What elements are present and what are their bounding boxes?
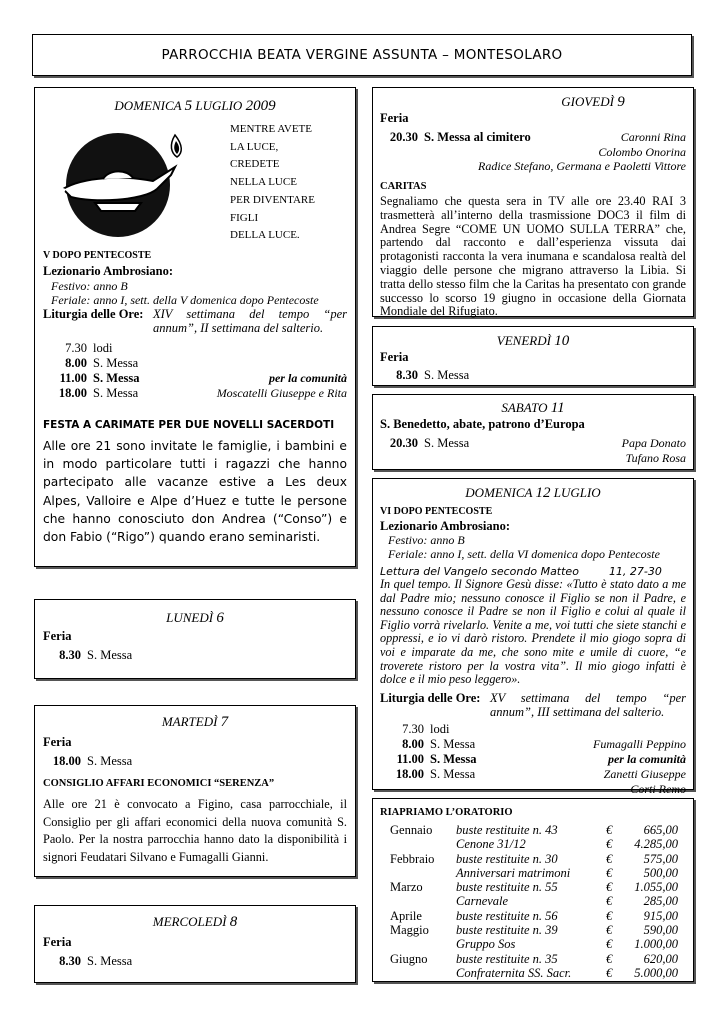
mass-row: 8.30 S. Messa bbox=[59, 648, 133, 662]
oratorio-desc: Confraternita SS. Sacr. bbox=[456, 965, 572, 980]
oratorio-amount: 5.000,00 bbox=[634, 965, 678, 980]
liturgia-line: Liturgia delle Ore: XV settimana del tempo “per bbox=[380, 690, 686, 705]
thursday-heading: GIOVEDÌ 9 bbox=[561, 94, 625, 110]
oratorio-row bbox=[390, 880, 686, 894]
oratorio-amount: 575,00 bbox=[643, 851, 678, 866]
oratorio-desc: buste restituite n. 56 bbox=[456, 908, 558, 923]
tuesday-box bbox=[34, 705, 356, 877]
oratorio-amount: 915,00 bbox=[643, 908, 678, 923]
mass-row: 18.00 S. Messa Moscatelli Giuseppe e Rita bbox=[58, 386, 347, 400]
oratorio-month bbox=[390, 894, 456, 908]
tuesday-heading: MARTEDÌ 7 bbox=[161, 714, 229, 730]
oratorio-month: Febbraio bbox=[390, 851, 435, 866]
oratorio-cur: € bbox=[606, 965, 613, 980]
oratorio-amount: 590,00 bbox=[643, 923, 678, 938]
mass-row: 20.30 S. Messa Papa Donato bbox=[389, 436, 686, 450]
intention-name: Colombo Onorina bbox=[598, 145, 686, 159]
caritas-title: CARITAS bbox=[380, 181, 427, 192]
oratorio-desc: Gruppo Sos bbox=[456, 937, 516, 952]
mass-row: 11.00 S. Messa per la comunità bbox=[59, 371, 347, 385]
oratorio-month bbox=[390, 837, 456, 851]
oratorio-row bbox=[390, 866, 686, 880]
oratorio-cur: € bbox=[606, 823, 613, 837]
friday-heading: VENERDÌ 10 bbox=[496, 333, 570, 349]
intention-name: Tufano Rosa bbox=[625, 451, 686, 465]
mass-row: 18.00 S. Messa bbox=[52, 754, 133, 768]
sunday-12-masses bbox=[380, 722, 686, 796]
feria-label: Feria bbox=[380, 111, 409, 125]
oratorio-desc: buste restituite n. 35 bbox=[456, 951, 558, 966]
liturgia-line: Liturgia delle Ore: XIV settimana del tempo “per bbox=[43, 307, 347, 321]
feriale-line: Feriale: anno I, sett. della VI domenica dopo Pentecoste bbox=[388, 546, 660, 561]
oratorio-row bbox=[390, 937, 686, 951]
oratorio-amount: 1.055,00 bbox=[634, 880, 678, 895]
sunday-12-heading: DOMENICA 12 LUGLIO bbox=[465, 485, 601, 501]
feria-label: Feria bbox=[380, 350, 409, 364]
oratorio-desc: buste restituite n. 39 bbox=[456, 923, 558, 938]
saint-label: S. Benedetto, abate, patrono d’Europa bbox=[380, 417, 585, 431]
feria-label: Feria bbox=[43, 629, 72, 643]
liturgia-line-2: annum”, II settimana del salterio. bbox=[153, 321, 324, 335]
oratorio-month: Gennaio bbox=[390, 823, 433, 837]
oratorio-amount: 1.000,00 bbox=[634, 937, 678, 952]
vangelo-text: In quel tempo. Il Signore Gesù disse: «Tutto è stato dato a me dal Padre mio; nessuno conosce il Figlio se non il Padre, e nessuno conosce il Padre se non il Figlio e colui al quale il Figlio vorrà rivelarlo. Venite a me, voi tutti che siete stanchi e oppressi, e io vi darò ristoro. Prendete il mio giogo sopra di voi e imparate da me, che sono mite e umile di cuore, “e troverete ristoro per la vostra vita”. Il mio giogo infatti è dolce e il mio peso leggero». bbox=[380, 577, 686, 687]
oratorio-cur: € bbox=[606, 937, 613, 952]
mass-row: 8.30 S. Messa bbox=[396, 368, 470, 382]
festa-title: FESTA A CARIMATE PER DUE NOVELLI SACERDOTI bbox=[43, 419, 335, 431]
page-header bbox=[32, 34, 692, 76]
oratorio-row bbox=[390, 909, 686, 923]
wednesday-heading: MERCOLEDÌ 8 bbox=[152, 914, 238, 930]
oratorio-cur: € bbox=[606, 837, 613, 852]
mass-row: 8.30 S. Messa bbox=[59, 954, 133, 968]
oratorio-amount: 665,00 bbox=[643, 823, 678, 837]
oratorio-desc: Cenone 31/12 bbox=[456, 837, 526, 852]
oratorio-cur: € bbox=[606, 923, 613, 938]
oratorio-row bbox=[390, 852, 686, 866]
oratorio-desc: Anniversari matrimoni bbox=[456, 865, 571, 880]
oratorio-amount: 4.285,00 bbox=[634, 837, 678, 852]
mass-row: 8.00 S. Messa Fumagalli Peppino bbox=[402, 736, 686, 751]
oratorio-amount: 500,00 bbox=[643, 865, 678, 880]
oratorio-desc: buste restituite n. 43 bbox=[456, 823, 558, 837]
caritas-text: Segnaliamo che questa sera in TV alle ore 23.40 RAI 3 trasmetterà all’interno della trasmissione DOC3 il film di Andrea Segre “COME UN UOMO SULLA TERRA” che, partendo dal racconto e dall’esperienza vissuta dai protagonisti racconta la vera inumana e scandalosa realtà del viaggio delle persone che migrano attraverso la Libia. Si tratta dello stesso film che la Caritas ha presentato con grande successo lo scorso 19 giugno in occasione della Giornata Mondiale del Rifugiato. bbox=[380, 194, 686, 319]
oratorio-row bbox=[390, 966, 686, 980]
oratorio-cur: € bbox=[606, 894, 613, 909]
vangelo-header: Lettura del Vangelo secondo Matteo 11, 27-30 bbox=[380, 565, 662, 578]
festivo-line: Festivo: anno B bbox=[51, 279, 128, 293]
feriale-line: Feriale: anno I, sett. della V domenica dopo Pentecoste bbox=[51, 293, 319, 307]
oratorio-box bbox=[372, 798, 694, 982]
oratorio-desc: Carnevale bbox=[456, 894, 509, 909]
oratorio-desc: buste restituite n. 55 bbox=[456, 880, 558, 895]
feria-label: Feria bbox=[43, 935, 72, 949]
sunday-12-subtitle: VI DOPO PENTECOSTE bbox=[380, 506, 493, 517]
oratorio-month bbox=[390, 937, 456, 951]
sunday-5-box bbox=[34, 87, 356, 567]
oratorio-row bbox=[390, 952, 686, 966]
parish-title: PARROCCHIA BEATA VERGINE ASSUNTA – MONTESOLARO bbox=[161, 47, 563, 63]
intention-name: Corti Remo bbox=[630, 781, 686, 796]
mass-row: 11.00 S. Messa per la comunità bbox=[396, 751, 686, 766]
oratorio-cur: € bbox=[606, 865, 613, 880]
mass-row: 20.30 S. Messa al cimitero Caronni Rina bbox=[389, 130, 686, 144]
mass-row: 18.00 S. Messa Zanetti Giuseppe bbox=[395, 766, 686, 781]
oratorio-month: Giugno bbox=[390, 951, 428, 966]
sunday-12-box bbox=[372, 478, 694, 796]
oratorio-cur: € bbox=[606, 880, 613, 895]
oratorio-row bbox=[390, 823, 686, 837]
oratorio-title: RIAPRIAMO L’ORATORIO bbox=[380, 807, 513, 818]
saturday-heading: SABATO 11 bbox=[501, 400, 565, 416]
monday-heading: LUNEDÌ 6 bbox=[166, 610, 224, 626]
oil-lamp-icon bbox=[43, 115, 193, 245]
oratorio-month: Maggio bbox=[390, 923, 429, 938]
oratorio-cur: € bbox=[606, 908, 613, 923]
oratorio-amount: 620,00 bbox=[643, 951, 678, 966]
sunday-5-subtitle: V DOPO PENTECOSTE bbox=[43, 250, 152, 261]
friday-box bbox=[372, 326, 694, 386]
intention-name: Radice Stefano, Germana e Paoletti Vittore bbox=[478, 159, 686, 173]
liturgia-line-2: annum”, III settimana del salterio. bbox=[490, 704, 665, 719]
oratorio-row bbox=[390, 894, 686, 908]
monday-box bbox=[34, 599, 356, 679]
sunday-5-heading: DOMENICA 5 LUGLIO 2009 bbox=[114, 98, 276, 114]
oratorio-amount: 285,00 bbox=[643, 894, 678, 909]
consiglio-title: CONSIGLIO AFFARI ECONOMICI “SERENZA” bbox=[43, 778, 275, 789]
oratorio-row bbox=[390, 837, 686, 851]
oratorio-month bbox=[390, 966, 456, 980]
oratorio-row bbox=[390, 923, 686, 937]
light-quote: MENTRE AVETE LA LUCE, CREDETE NELLA LUCE PER DIVENTARE FIGLI DELLA LUCE. bbox=[230, 123, 315, 242]
saturday-box bbox=[372, 394, 694, 470]
oratorio-cur: € bbox=[606, 851, 613, 866]
thursday-box bbox=[372, 87, 694, 317]
oratorio-cur: € bbox=[606, 951, 613, 966]
lezionario-label: Lezionario Ambrosiano: bbox=[380, 519, 510, 533]
festivo-line: Festivo: anno B bbox=[388, 533, 465, 547]
mass-row: 8.00 S. Messa bbox=[65, 356, 139, 370]
mass-row: 7.30 lodi bbox=[402, 721, 450, 736]
consiglio-text: Alle ore 21 è convocato a Figino, casa parrocchiale, il Consiglio per gli affari economici della nuova comunità S. Paolo. Per la nostra parrocchia hanno dato la disponibilità i signori Feudatari Silvano e Fumagalli Gianni. bbox=[43, 797, 347, 864]
oratorio-month: Marzo bbox=[390, 880, 423, 895]
oratorio-month bbox=[390, 866, 456, 880]
wednesday-box bbox=[34, 905, 356, 983]
mass-row: 7.30 lodi bbox=[65, 341, 113, 355]
oratorio-table bbox=[380, 823, 686, 980]
oratorio-desc: buste restituite n. 30 bbox=[456, 851, 558, 866]
festa-text: Alle ore 21 sono invitate le famiglie, i bambini e in modo particolare tutti i ragazzi che hanno partecipato alle vacanze estive a Les deux Alpes, Valloire e Alpe d’Huez e tutte le persone che hanno conosciuto don Andrea (“Conso”) e don Fabio (“Rigo”) quando erano seminaristi. bbox=[43, 439, 347, 545]
feria-label: Feria bbox=[43, 735, 72, 749]
lezionario-label: Lezionario Ambrosiano: bbox=[43, 264, 173, 278]
sunday-5-masses bbox=[43, 341, 347, 401]
oratorio-month: Aprile bbox=[390, 908, 422, 923]
